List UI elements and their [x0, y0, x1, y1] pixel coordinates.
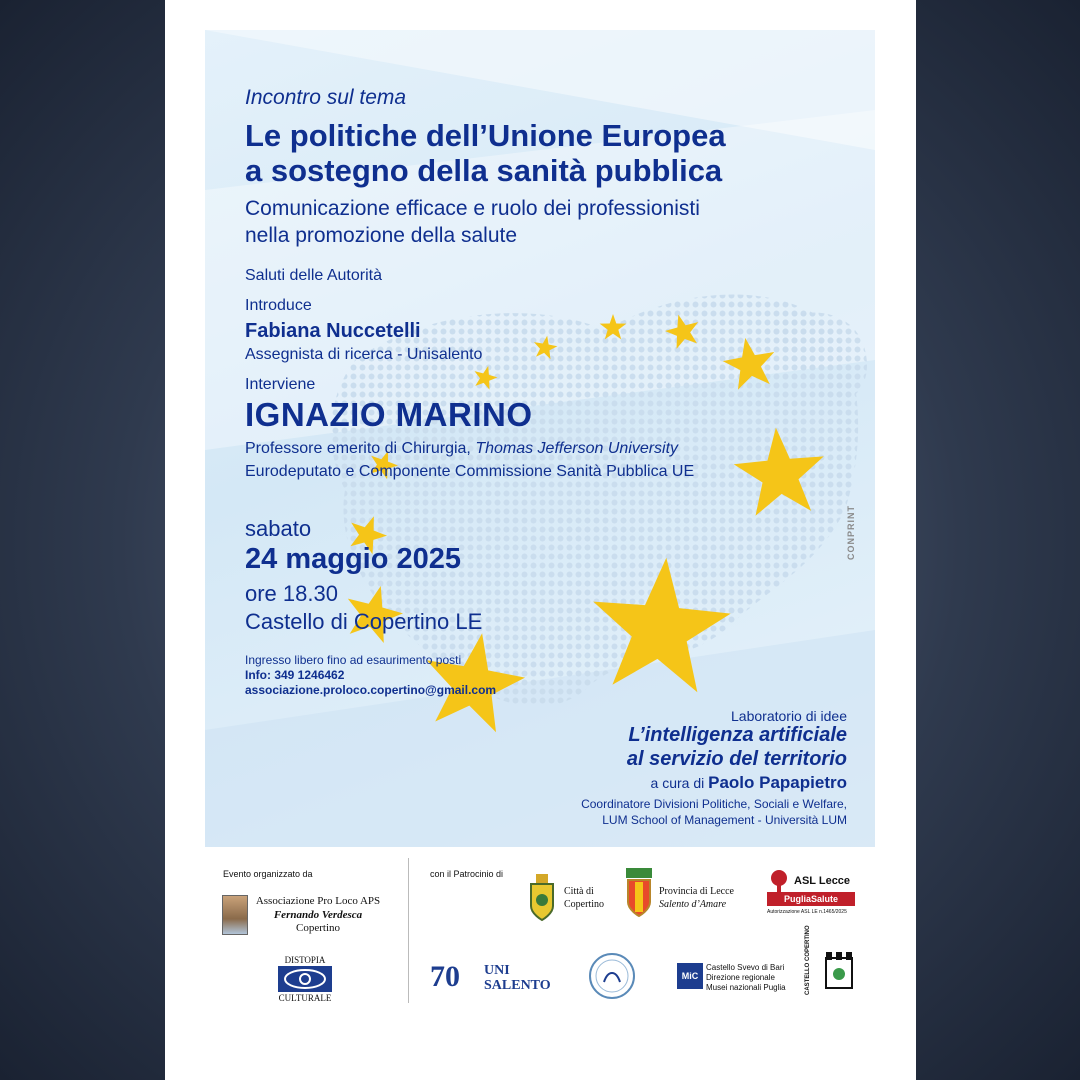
castello-logo-icon: [822, 950, 856, 994]
lab-curated-prefix: a cura di: [650, 775, 709, 791]
mic-line-1: Castello Svevo di Bari: [706, 963, 785, 972]
title-line-1: Le politiche dell’Unione Europea: [245, 118, 726, 153]
lecce-province-crest-icon: [622, 868, 656, 918]
unisalento-70: 70: [430, 960, 460, 993]
citta-line-2: Copertino: [564, 899, 604, 910]
speaker-role-line-1: [245, 437, 678, 461]
speaker-role-line-2: Eurodeputato e Componente Commissione Sanità Pubblica UE: [245, 463, 695, 480]
subtitle-line-2: nella promozione della salute: [245, 224, 518, 247]
speaker-role-prefix: Professore emerito di Chirurgia,: [245, 440, 476, 457]
title-line-2: a sostegno della sanità pubblica: [245, 153, 723, 188]
organized-label: Evento organizzato da: [223, 869, 313, 879]
organizer-line-2: Fernando Verdesca: [273, 909, 363, 921]
poster-artwork: [205, 30, 875, 847]
lab-curator-name: Paolo Papapietro: [708, 773, 847, 792]
email-info: associazione.proloco.copertino@gmail.com: [245, 683, 497, 697]
speaker-name: IGNAZIO MARINO: [245, 396, 533, 433]
introducer-role: Assegnista di ricerca - Unisalento: [245, 346, 483, 363]
copertino-crest-icon: [525, 872, 559, 922]
lead-text: Incontro sul tema: [245, 86, 407, 109]
speaker-label: Interviene: [245, 376, 316, 393]
introduce-label: Introduce: [245, 297, 312, 314]
asl-tree-icon: [768, 870, 790, 892]
mic-line-3: Musei nazionali Puglia: [706, 983, 786, 992]
lab-role-line-2: LUM School of Management - Università LUM: [602, 813, 847, 827]
organizer-line-3: Copertino: [296, 922, 340, 934]
proloco-logo: [222, 895, 248, 935]
asl-auth: Autorizzazione ASL LE n.1465/2025: [767, 909, 847, 915]
provincia-line-1: Provincia di Lecce: [659, 886, 734, 897]
lab-title-line-1: L’intelligenza artificiale: [628, 724, 847, 746]
phone-info: Info: 349 1246462: [245, 668, 345, 682]
event-day: sabato: [245, 516, 312, 541]
printer-mark: CONPRINT: [846, 505, 856, 560]
introducer-name: Fabiana Nuccetelli: [245, 320, 421, 342]
unisalento-line-1: UNI: [484, 963, 510, 978]
organizer-line-1: Associazione Pro Loco APS: [255, 895, 381, 907]
lab-label: Laboratorio di idee: [731, 708, 847, 724]
lab-title-line-2: al servizio del territorio: [626, 748, 847, 770]
unisalento-line-2: SALENTO: [484, 978, 551, 993]
distopia-bottom: CULTURALE: [278, 993, 332, 1003]
greetings: Saluti delle Autorità: [245, 267, 382, 284]
subtitle-line-1: Comunicazione efficace e ruolo dei professionisti: [245, 197, 700, 220]
patronage-label: con il Patrocinio di: [430, 869, 504, 879]
distopia-eye-icon: [278, 966, 332, 992]
distopia-top: DISTOPIA: [284, 955, 326, 965]
seal-logo-icon: [588, 952, 636, 1000]
event-time: ore 18.30: [245, 581, 338, 606]
footer-divider: [408, 858, 409, 1003]
event-date: 24 maggio 2025: [245, 543, 461, 575]
event-place: Castello di Copertino LE: [245, 609, 483, 634]
mic-badge: MiC: [677, 963, 703, 989]
asl-name: ASL Lecce: [794, 875, 851, 887]
entry-info: Ingresso libero fino ad esaurimento posti: [245, 653, 462, 667]
lab-curator-line: [651, 773, 847, 793]
lab-role-line-1: Coordinatore Divisioni Politiche, Sociali e Welfare,: [581, 797, 847, 811]
citta-line-1: Città di: [564, 886, 594, 897]
castello-label: CASTELLO COPERTINO: [805, 925, 811, 995]
asl-badge: PugliaSalute: [767, 892, 855, 906]
provincia-line-2: Salento d’Amare: [659, 899, 727, 910]
speaker-institution: Thomas Jefferson University: [475, 440, 679, 457]
mic-line-2: Direzione regionale: [706, 973, 775, 982]
